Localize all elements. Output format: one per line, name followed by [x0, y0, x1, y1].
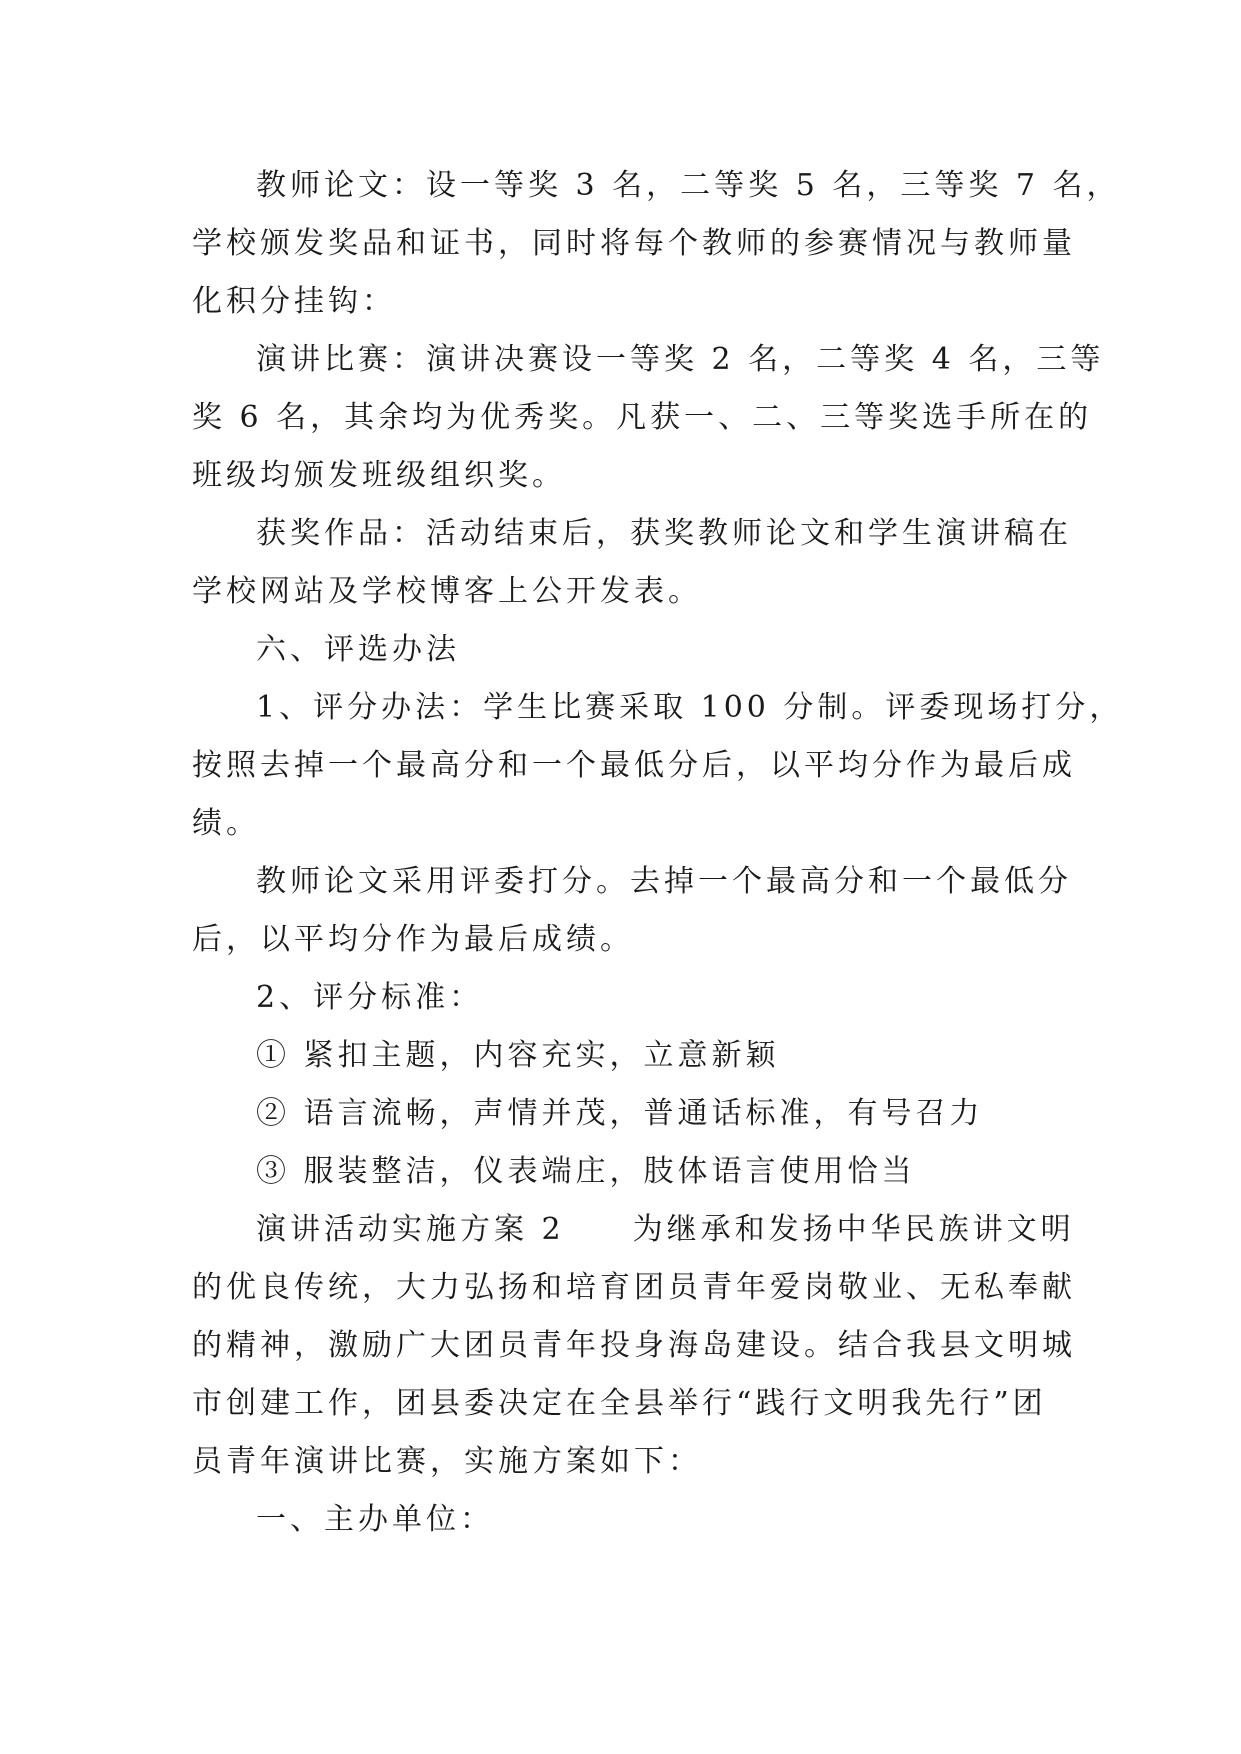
paragraph-line: 按照去掉一个最高分和一个最低分后，以平均分作为最后成 [192, 748, 1076, 783]
paragraph-line: 学校颁发奖品和证书，同时将每个教师的参赛情况与教师量 [192, 226, 1076, 261]
paragraph-line: 市创建工作，团县委决定在全县举行“践行文明我先行”团 [192, 1386, 1047, 1421]
paragraph-line: 员青年演讲比赛，实施方案如下： [192, 1444, 702, 1479]
criteria-item: ③ 服装整洁，仪表端庄，肢体语言使用恰当 [256, 1154, 916, 1189]
paragraph-line: 教师论文：设一等奖 3 名，二等奖 5 名，三等奖 7 名， [256, 168, 1121, 203]
document-body [192, 157, 1124, 1549]
paragraph-line: 化积分挂钩： [192, 284, 396, 319]
paragraph-line: 的优良传统，大力弘扬和培育团员青年爱岗敬业、无私奉献 [192, 1270, 1076, 1305]
paragraph-line: 教师论文采用评委打分。去掉一个最高分和一个最低分 [256, 864, 1072, 899]
criteria-item: ① 紧扣主题，内容充实，立意新颖 [256, 1038, 780, 1073]
paragraph-line: 演讲比赛：演讲决赛设一等奖 2 名，二等奖 4 名，三等 [256, 342, 1105, 377]
paragraph-line: 后，以平均分作为最后成绩。 [192, 922, 634, 957]
paragraph-line: 绩。 [192, 806, 260, 841]
paragraph-line: 的精神，激励广大团员青年投身海岛建设。结合我县文明城 [192, 1328, 1076, 1363]
paragraph-line: 学校网站及学校博客上公开发表。 [192, 574, 702, 609]
paragraph-line: 班级均颁发班级组织奖。 [192, 458, 566, 493]
criteria-item: ② 语言流畅，声情并茂，普通话标准，有号召力 [256, 1096, 984, 1131]
paragraph-line: 奖 6 名，其余均为优秀奖。凡获一、二、三等奖选手所在的 [192, 400, 1093, 435]
subsection-heading: 2、评分标准： [256, 980, 484, 1015]
section-heading: 一、主办单位： [256, 1502, 494, 1537]
section-heading: 六、评选办法 [256, 632, 460, 667]
paragraph-line: 获奖作品：活动结束后，获奖教师论文和学生演讲稿在 [256, 516, 1072, 551]
paragraph-line: 演讲活动实施方案 2 为继承和发扬中华民族讲文明 [256, 1212, 1075, 1247]
paragraph-line: 1、评分办法：学生比赛采取 100 分制。评委现场打分， [256, 690, 1124, 725]
